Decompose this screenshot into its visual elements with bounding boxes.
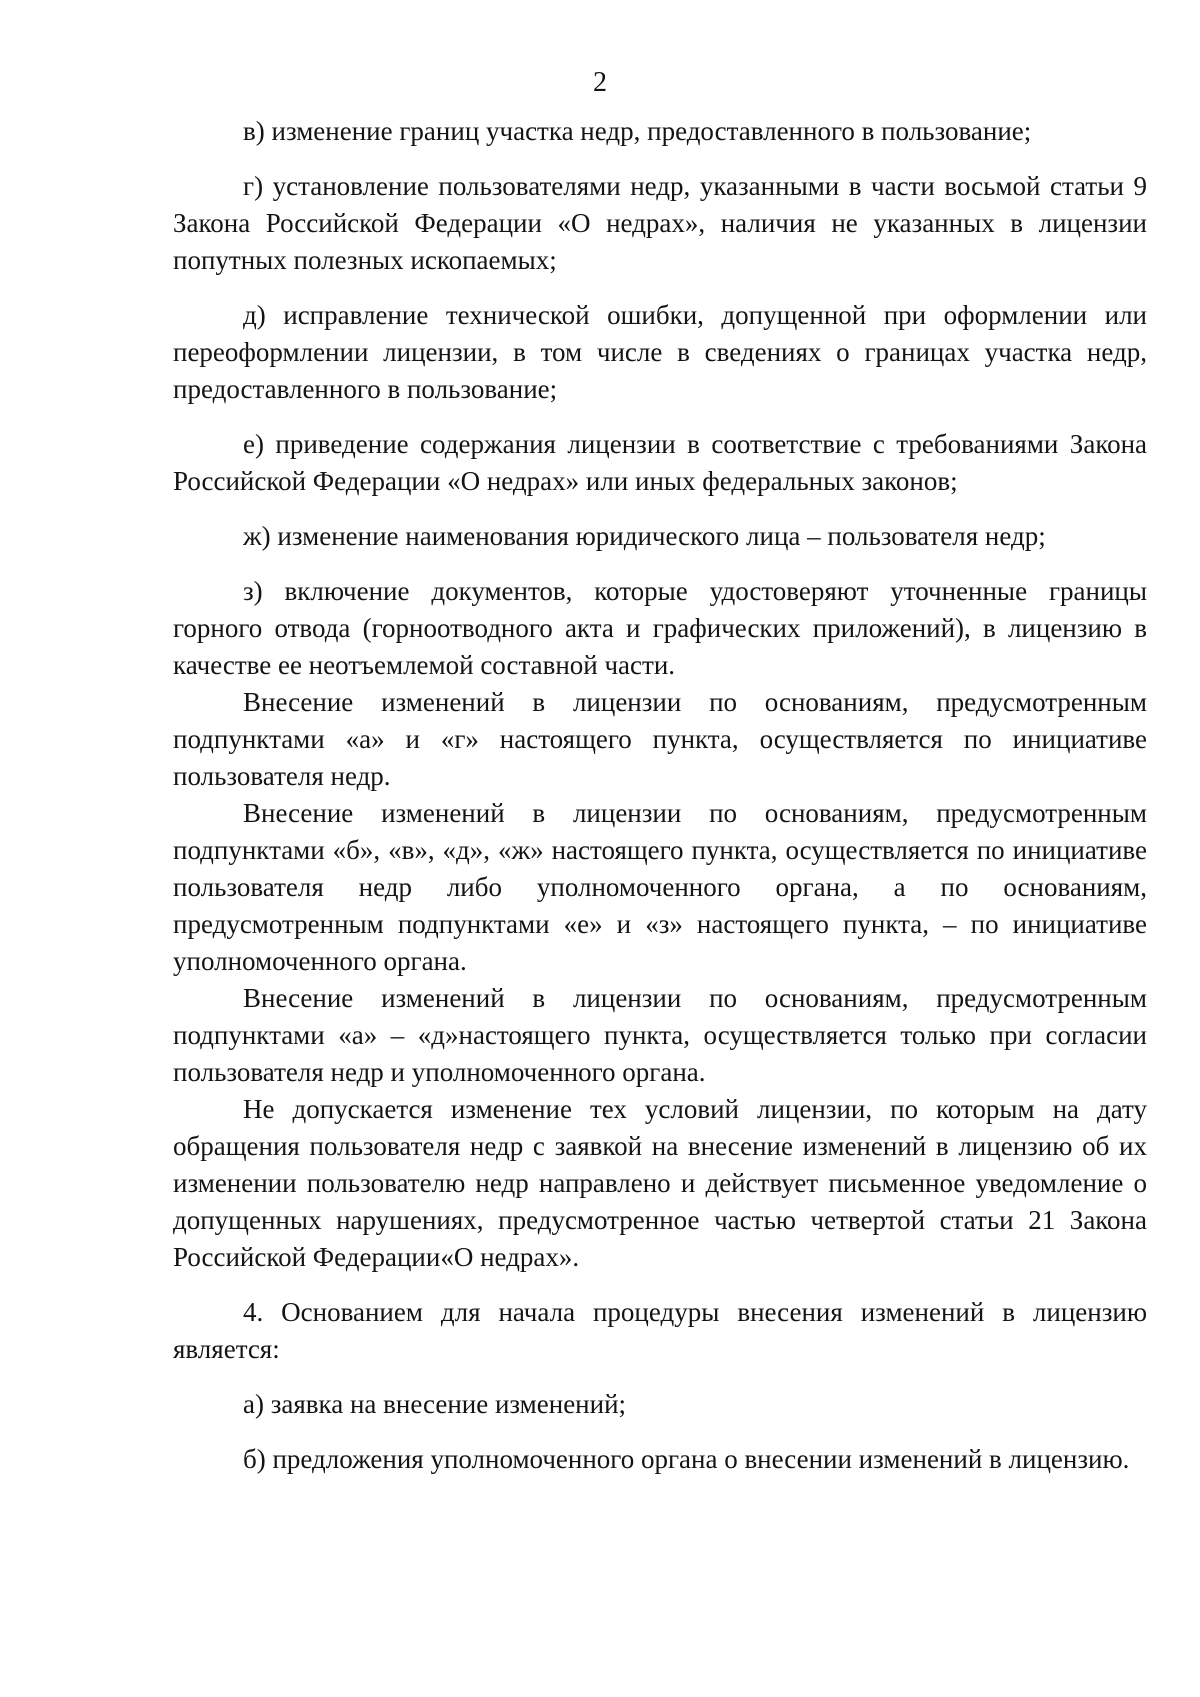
document-body <box>173 113 1147 1478</box>
paragraph-section-4: 4. Основанием для начала процедуры внесения изменений в лицензию является: <box>173 1297 1147 1364</box>
paragraph-item-z: з) включение документов, которые удостоверяют уточненные границы горного отвода (горноотводного акта и графических приложений), в лицензию в качестве ее неотъемлемой составной части. <box>173 576 1147 680</box>
paragraph-initiative-mixed: Внесение изменений в лицензии по основаниям, предусмотренным подпунктами «б», «в», «д», «ж» настоящего пункта, осуществляется по инициативе пользователя недр либо уполномоченного органа, а по основаниям, предусмотренным подпунктами «е» и «з» настоящего пункта, – по инициативе уполномоченного органа. <box>173 798 1147 976</box>
paragraph-item-a: а) заявка на внесение изменений; <box>243 1389 627 1419</box>
paragraph-item-g: г) установление пользователями недр, указанными в части восьмой статьи 9 Закона Российской Федерации «О недрах», наличия не указанных в лицензии попутных полезных ископаемых; <box>173 171 1147 275</box>
paragraph-initiative-user: Внесение изменений в лицензии по основаниям, предусмотренным подпунктами «а» и «г» настоящего пункта, осуществляется по инициативе пользователя недр. <box>173 687 1147 791</box>
paragraph-item-b: б) предложения уполномоченного органа о внесении изменений в лицензию. <box>243 1444 1130 1474</box>
paragraph-restriction: Не допускается изменение тех условий лицензии, по которым на дату обращения пользователя недр с заявкой на внесение изменений в лицензию об их изменении пользователю недр направлено и действует письменное уведомление о допущенных нарушениях, предусмотренное частью четвертой статьи 21 Закона Российской Федерации«О недрах». <box>173 1094 1147 1272</box>
page-number: 2 <box>593 67 607 98</box>
paragraph-item-e: е) приведение содержания лицензии в соответствие с требованиями Закона Российской Федерации «О недрах» или иных федеральных законов; <box>173 429 1147 496</box>
paragraph-consent: Внесение изменений в лицензии по основаниям, предусмотренным подпунктами «а» – «д»настоящего пункта, осуществляется только при согласии пользователя недр и уполномоченного органа. <box>173 983 1147 1087</box>
paragraph-item-zh: ж) изменение наименования юридического лица – пользователя недр; <box>243 521 1046 551</box>
paragraph-item-v: в) изменение границ участка недр, предоставленного в пользование; <box>243 116 1032 146</box>
paragraph-item-d: д) исправление технической ошибки, допущенной при оформлении или переоформлении лицензии, в том числе в сведениях о границах участка недр, предоставленного в пользование; <box>173 300 1147 404</box>
